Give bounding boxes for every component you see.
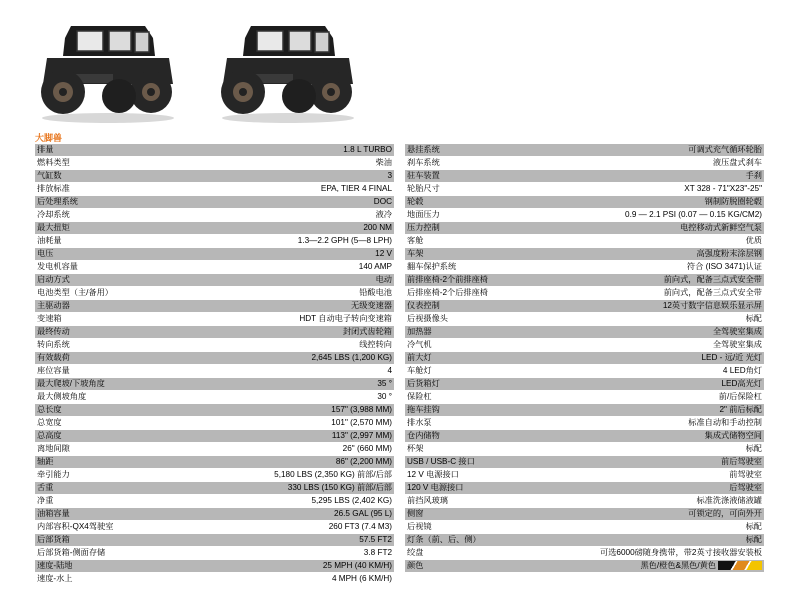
spec-label: 杯架	[405, 443, 571, 456]
spec-row	[405, 443, 764, 456]
spec-label: 排量	[35, 144, 201, 157]
spec-value	[571, 157, 764, 170]
spec-row	[405, 534, 764, 547]
spec-label: 最终传动	[35, 326, 201, 339]
spec-row	[35, 469, 394, 482]
spec-label: 拖车挂钩	[405, 404, 571, 417]
spec-value-text: 26.5 GAL (95 L)	[334, 509, 392, 518]
spec-label: 保险杠	[405, 391, 571, 404]
spec-row	[405, 495, 764, 508]
spec-value	[201, 573, 394, 586]
spec-value	[571, 144, 764, 157]
spec-value	[201, 352, 394, 365]
vehicle-image	[213, 18, 363, 126]
spec-row	[405, 560, 764, 573]
spec-value	[571, 222, 764, 235]
spec-label: 冷却系统	[35, 209, 201, 222]
spec-row	[35, 573, 394, 586]
spec-value	[201, 209, 394, 222]
spec-value-text: 前向式，配备三点式安全带	[663, 275, 762, 284]
spec-label: 变速箱	[35, 313, 201, 326]
spec-row	[405, 248, 764, 261]
spec-value	[571, 235, 764, 248]
spec-value	[571, 417, 764, 430]
spec-label: 轮胎尺寸	[405, 183, 571, 196]
spec-value-text: 200 NM	[363, 223, 392, 232]
spec-value-text: 封闭式齿轮箱	[342, 327, 392, 336]
spec-value	[201, 326, 394, 339]
spec-value	[571, 495, 764, 508]
spec-value-text: 35 °	[377, 379, 392, 388]
spec-label: 后排座椅-2个后排座椅	[405, 287, 571, 300]
spec-row	[35, 534, 394, 547]
spec-value-text: 1.3—2.2 GPH (5—8 LPH)	[297, 236, 392, 245]
spec-value-text: 4	[387, 366, 392, 375]
spec-value-text: 液压盘式刹车	[712, 158, 762, 167]
spec-label: 客舱	[405, 235, 571, 248]
spec-value-text: 57.5 FT2	[359, 535, 392, 544]
spec-value-text: 4 MPH (6 KM/H)	[331, 574, 392, 583]
spec-label: 后处理系统	[35, 196, 201, 209]
spec-value	[201, 274, 394, 287]
spec-value	[571, 196, 764, 209]
spec-value	[201, 560, 394, 573]
spec-value	[571, 508, 764, 521]
spec-label: 有效载荷	[35, 352, 201, 365]
spec-label: 绞盘	[405, 547, 571, 560]
spec-value-text: 高强度粉末涂层钢	[696, 249, 762, 258]
spec-label: 最大侧坡角度	[35, 391, 201, 404]
spec-value-text: 钢制防脱圈轮毂	[704, 197, 762, 206]
spec-value-text: 线控转向	[359, 340, 392, 349]
spec-row	[405, 287, 764, 300]
spec-value	[571, 430, 764, 443]
spec-value	[571, 300, 764, 313]
spec-label: 车舱灯	[405, 365, 571, 378]
spec-label: 颜色	[405, 560, 571, 573]
spec-value-text: EPA, TIER 4 FINAL	[320, 184, 392, 193]
spec-label: 120 V 电源接口	[405, 482, 571, 495]
spec-value	[571, 391, 764, 404]
spec-value	[201, 482, 394, 495]
spec-label: 加热器	[405, 326, 571, 339]
spec-value-text: 140 AMP	[358, 262, 392, 271]
spec-label: 仓内储物	[405, 430, 571, 443]
spec-value	[571, 404, 764, 417]
spec-value-text: 集成式储物空间	[704, 431, 762, 440]
spec-value	[201, 157, 394, 170]
spec-value	[201, 183, 394, 196]
spec-table-left	[35, 144, 394, 586]
spec-value	[201, 430, 394, 443]
spec-row	[405, 365, 764, 378]
spec-label: 轮毂	[405, 196, 571, 209]
spec-label: 气缸数	[35, 170, 201, 183]
spec-value-text: 标配	[745, 314, 762, 323]
spec-value-text: XT 328 - 71"X23"-25"	[684, 184, 762, 193]
spec-label: 后部货箱	[35, 534, 201, 547]
spec-label: 发电机容量	[35, 261, 201, 274]
spec-value-text: 前/后保险杠	[718, 392, 762, 401]
spec-value-text: 全驾驶室集成	[712, 340, 762, 349]
spec-label: 12 V 电源接口	[405, 469, 571, 482]
spec-label: 悬挂系统	[405, 144, 571, 157]
spec-value	[571, 209, 764, 222]
spec-row	[405, 313, 764, 326]
spec-value	[201, 248, 394, 261]
spec-row	[35, 222, 394, 235]
spec-label: 最大扭矩	[35, 222, 201, 235]
spec-value	[571, 326, 764, 339]
spec-label: 最大爬坡/下坡角度	[35, 378, 201, 391]
spec-label: 座位容量	[35, 365, 201, 378]
spec-row	[35, 287, 394, 300]
spec-value-text: 2" 前后标配	[719, 405, 762, 414]
spec-row	[405, 326, 764, 339]
spec-row	[405, 547, 764, 560]
spec-label: 压力控制	[405, 222, 571, 235]
spec-value-text: 手刹	[745, 171, 762, 180]
spec-value-text: DOC	[373, 197, 392, 206]
spec-value-text: 标准自动和手动控制	[688, 418, 762, 427]
vehicle-image	[33, 18, 183, 126]
spec-label: 排放标准	[35, 183, 201, 196]
spec-label: 灯条（前、后、侧）	[405, 534, 571, 547]
spec-value	[201, 443, 394, 456]
spec-label: USB / USB-C 接口	[405, 456, 571, 469]
spec-label: 净重	[35, 495, 201, 508]
spec-value	[201, 300, 394, 313]
spec-row	[405, 183, 764, 196]
spec-label: 油耗量	[35, 235, 201, 248]
spec-label: 轴距	[35, 456, 201, 469]
spec-row	[35, 144, 394, 157]
spec-row	[405, 430, 764, 443]
spec-value	[571, 339, 764, 352]
spec-row	[35, 560, 394, 573]
color-swatch	[718, 561, 762, 570]
spec-value-text: HDT 自动电子转向变速箱	[299, 314, 392, 323]
spec-value-text: 113" (2,997 MM)	[331, 431, 392, 440]
spec-label: 驻车装置	[405, 170, 571, 183]
spec-label: 前挡风玻璃	[405, 495, 571, 508]
spec-row	[35, 430, 394, 443]
spec-value-text: 3.8 FT2	[363, 548, 392, 557]
spec-value-text: 25 MPH (40 KM/H)	[322, 561, 392, 570]
spec-value	[201, 469, 394, 482]
spec-value	[571, 365, 764, 378]
spec-row	[35, 404, 394, 417]
spec-row	[35, 170, 394, 183]
spec-value-text: 电动	[375, 275, 392, 284]
spec-row	[35, 547, 394, 560]
spec-row	[35, 196, 394, 209]
spec-label: 总宽度	[35, 417, 201, 430]
spec-value-text: 1.8 L TURBO	[343, 145, 392, 154]
spec-value-text: 2,645 LBS (1,200 KG)	[311, 353, 392, 362]
spec-row	[405, 157, 764, 170]
spec-value-text: 柴油	[375, 158, 392, 167]
spec-row	[405, 482, 764, 495]
spec-label: 冷气机	[405, 339, 571, 352]
spec-value	[201, 287, 394, 300]
spec-label: 后视摄像头	[405, 313, 571, 326]
section-title: 大脚兽	[35, 133, 63, 143]
spec-row	[35, 339, 394, 352]
spec-label: 舌重	[35, 482, 201, 495]
spec-value-text: 0.9 — 2.1 PSI (0.07 — 0.15 KG/CM2)	[625, 210, 762, 219]
spec-label: 离地间隙	[35, 443, 201, 456]
spec-value-text: 可锁定的，可向外开	[688, 509, 762, 518]
spec-label: 前大灯	[405, 352, 571, 365]
spec-value-text: 12英寸数字信息娱乐显示屏	[662, 301, 762, 310]
spec-value	[571, 560, 764, 573]
spec-label: 总长度	[35, 404, 201, 417]
spec-value-text: 86" (2,200 MM)	[335, 457, 392, 466]
spec-value	[571, 170, 764, 183]
spec-label: 主驱动器	[35, 300, 201, 313]
spec-value	[571, 547, 764, 560]
spec-value	[201, 170, 394, 183]
spec-row	[405, 339, 764, 352]
spec-value-text: 符合 (ISO 3471)认证	[686, 262, 762, 271]
spec-label: 车架	[405, 248, 571, 261]
spec-label: 前排座椅-2个前排座椅	[405, 274, 571, 287]
spec-row	[405, 144, 764, 157]
spec-value-text: 30 °	[377, 392, 392, 401]
spec-label: 电压	[35, 248, 201, 261]
spec-value	[201, 339, 394, 352]
spec-value	[201, 404, 394, 417]
spec-label: 燃料类型	[35, 157, 201, 170]
spec-value-text: 标配	[745, 522, 762, 531]
spec-row	[35, 313, 394, 326]
spec-row	[35, 274, 394, 287]
spec-value-text: 优质	[745, 236, 762, 245]
spec-label: 启动方式	[35, 274, 201, 287]
spec-label: 速度-水上	[35, 573, 201, 586]
spec-row	[35, 417, 394, 430]
spec-row	[405, 300, 764, 313]
spec-value	[571, 248, 764, 261]
spec-value	[201, 521, 394, 534]
spec-value-text: 前向式，配备三点式安全带	[663, 288, 762, 297]
spec-row	[405, 521, 764, 534]
spec-label: 后视镜	[405, 521, 571, 534]
spec-row	[405, 235, 764, 248]
spec-value	[201, 196, 394, 209]
spec-value	[571, 352, 764, 365]
spec-row	[405, 417, 764, 430]
spec-label: 内部容积-QX4驾驶室	[35, 521, 201, 534]
spec-table-right	[405, 144, 764, 573]
spec-value	[201, 495, 394, 508]
spec-label: 总高度	[35, 430, 201, 443]
spec-value	[571, 482, 764, 495]
spec-row	[35, 352, 394, 365]
spec-value	[201, 534, 394, 547]
spec-value-text: 101" (2,570 MM)	[331, 418, 392, 427]
spec-row	[35, 235, 394, 248]
spec-value-text: 标配	[745, 535, 762, 544]
spec-value	[571, 443, 764, 456]
spec-value	[571, 313, 764, 326]
spec-row	[35, 495, 394, 508]
spec-row	[405, 209, 764, 222]
spec-label: 地面压力	[405, 209, 571, 222]
spec-row	[405, 170, 764, 183]
spec-label: 翻车保护系统	[405, 261, 571, 274]
spec-value-text: 前驾驶室	[729, 470, 762, 479]
spec-row	[405, 391, 764, 404]
spec-value-text: 4 LED角灯	[722, 366, 762, 375]
spec-value-text: LED - 远/近 光灯	[701, 353, 762, 362]
spec-value	[571, 456, 764, 469]
spec-value	[571, 378, 764, 391]
spec-label: 排水泵	[405, 417, 571, 430]
spec-value-text: 5,295 LBS (2,402 KG)	[311, 496, 392, 505]
spec-value	[571, 534, 764, 547]
spec-label: 转向系统	[35, 339, 201, 352]
spec-value	[571, 274, 764, 287]
spec-row	[405, 378, 764, 391]
spec-value-text: 全驾驶室集成	[712, 327, 762, 336]
spec-label: 电池类型（主/备用）	[35, 287, 201, 300]
spec-row	[35, 391, 394, 404]
spec-row	[35, 157, 394, 170]
spec-row	[405, 469, 764, 482]
spec-value	[201, 456, 394, 469]
spec-value	[571, 261, 764, 274]
spec-value-text: 260 FT3 (7.4 M3)	[328, 522, 392, 531]
spec-value	[201, 365, 394, 378]
spec-row	[35, 508, 394, 521]
spec-row	[35, 248, 394, 261]
spec-value-text: 黑色/橙色&黑色/黄色	[640, 561, 716, 570]
spec-label: 速度-陆地	[35, 560, 201, 573]
spec-value-text: LED高光灯	[721, 379, 762, 388]
spec-row	[35, 378, 394, 391]
spec-row	[405, 261, 764, 274]
spec-row	[35, 482, 394, 495]
spec-value-text: 26" (660 MM)	[342, 444, 392, 453]
spec-value-text: 330 LBS (150 KG) 前部/后部	[287, 483, 392, 492]
spec-value-text: 12 V	[375, 249, 392, 258]
spec-value-text: 后驾驶室	[729, 483, 762, 492]
spec-row	[35, 261, 394, 274]
spec-value	[201, 235, 394, 248]
spec-value-text: 5,180 LBS (2,350 KG) 前部/后部	[274, 470, 392, 479]
spec-value-text: 无级变速器	[351, 301, 392, 310]
vehicle-photos	[0, 0, 800, 128]
spec-value	[201, 378, 394, 391]
spec-row	[35, 209, 394, 222]
spec-value	[201, 313, 394, 326]
spec-value-text: 标配	[745, 444, 762, 453]
spec-label: 牵引能力	[35, 469, 201, 482]
spec-row	[405, 508, 764, 521]
spec-row	[405, 274, 764, 287]
spec-value-text: 可选6000磅随身携带，带2英寸接收器安装板	[600, 548, 762, 557]
spec-value	[571, 469, 764, 482]
spec-label: 侧窗	[405, 508, 571, 521]
spec-row	[35, 300, 394, 313]
spec-value-text: 可调式充气循环轮胎	[688, 145, 762, 154]
spec-label: 仪表控制	[405, 300, 571, 313]
spec-row	[35, 521, 394, 534]
spec-label: 刹车系统	[405, 157, 571, 170]
spec-value	[201, 417, 394, 430]
spec-row	[35, 183, 394, 196]
spec-row	[35, 443, 394, 456]
spec-value	[201, 547, 394, 560]
spec-value-text: 铅酸电池	[359, 288, 392, 297]
spec-row	[405, 352, 764, 365]
spec-label: 后部货箱-侧面存储	[35, 547, 201, 560]
spec-value	[201, 222, 394, 235]
spec-value-text: 液冷	[375, 210, 392, 219]
spec-value-text: 157" (3,988 MM)	[331, 405, 392, 414]
spec-row	[35, 365, 394, 378]
spec-row	[35, 456, 394, 469]
spec-value-text: 标准洗涤液储液罐	[696, 496, 762, 505]
spec-value	[571, 521, 764, 534]
spec-value	[201, 391, 394, 404]
spec-label: 后货箱灯	[405, 378, 571, 391]
spec-label: 油箱容量	[35, 508, 201, 521]
spec-row	[405, 222, 764, 235]
spec-value	[571, 183, 764, 196]
spec-value-text: 3	[387, 171, 392, 180]
spec-value	[571, 287, 764, 300]
spec-value-text: 电控移动式新鲜空气泵	[680, 223, 762, 232]
spec-row	[405, 196, 764, 209]
spec-value	[201, 508, 394, 521]
spec-value	[201, 144, 394, 157]
spec-value-text: 前后驾驶室	[721, 457, 762, 466]
spec-value	[201, 261, 394, 274]
spec-row	[35, 326, 394, 339]
spec-row	[405, 456, 764, 469]
spec-row	[405, 404, 764, 417]
